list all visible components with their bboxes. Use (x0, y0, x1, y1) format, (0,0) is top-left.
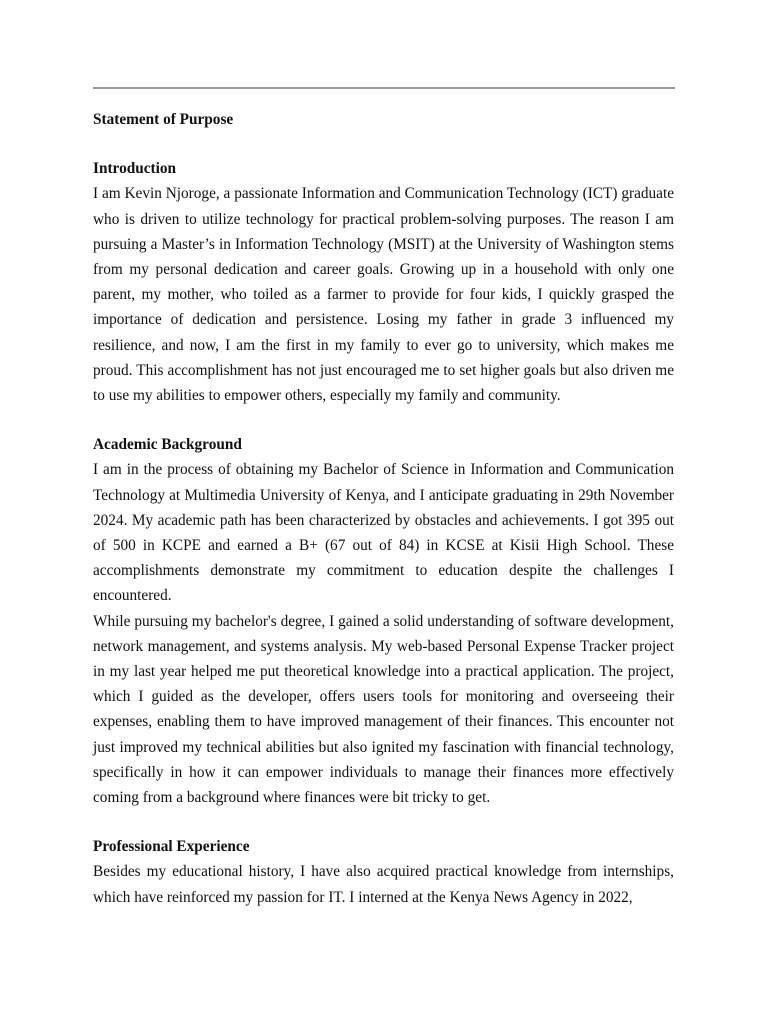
section-heading-academic-background: Academic Background (93, 436, 242, 454)
academic-paragraph-1: I am in the process of obtaining my Bachelor of Science in Information and Communication Technology at Multimedia University of Kenya, and I anticipate graduating in 29th November 2024. My academic path has been characterized by obstacles and achievements. I got 395 out of 500 in KCPE and earned a B+ (67 out of 84) in KCSE at Kisii High School. These accomplishments demonstrate my commitment to education despite the challenges I encountered. (93, 461, 674, 605)
introduction-paragraph: I am Kevin Njoroge, a passionate Information and Communication Technology (ICT) graduate who is driven to utilize technology for practical problem-solving purposes. The reason I am pursuing a Master’s in Information Technology (MSIT) at the University of Washington stems from my personal dedication and career goals. Growing up in a household with only one parent, my mother, who toiled as a farmer to provide for four kids, I quickly grasped the importance of dedication and persistence. Losing my father in grade 3 influenced my resilience, and now, I am the first in my family to ever go to university, which makes me proud. This accomplishment has not just encouraged me to set higher goals but also driven me to use my abilities to empower others, especially my family and community. (93, 185, 674, 405)
header-rule (93, 87, 675, 89)
spacer (93, 132, 674, 156)
section-professional-experience (93, 834, 674, 910)
section-heading-professional-experience: Professional Experience (93, 838, 250, 856)
spacer (93, 408, 674, 432)
professional-paragraph: Besides my educational history, I have also acquired practical knowledge from internships, which have reinforced my passion for IT. I interned at the Kenya News Agency in 2022, (93, 863, 674, 906)
document-title: Statement of Purpose (93, 111, 234, 128)
academic-paragraph-2: While pursuing my bachelor's degree, I gained a solid understanding of software development, network management, and systems analysis. My web-based Personal Expense Tracker project in my last year helped me put theoretical knowledge into a practical application. The project, which I guided as the developer, offers users tools for monitoring and overseeing their expenses, enabling them to have improved management of their finances. This encounter not just improved my technical abilities but also ignited my fascination with financial technology, specifically in how it can empower individuals to manage their finances more effectively coming from a background where finances were bit tricky to get. (93, 612, 674, 807)
section-heading-introduction: Introduction (93, 160, 177, 178)
document-body (93, 107, 674, 910)
spacer (93, 810, 674, 834)
section-introduction (93, 156, 674, 408)
section-academic-background (93, 432, 674, 810)
